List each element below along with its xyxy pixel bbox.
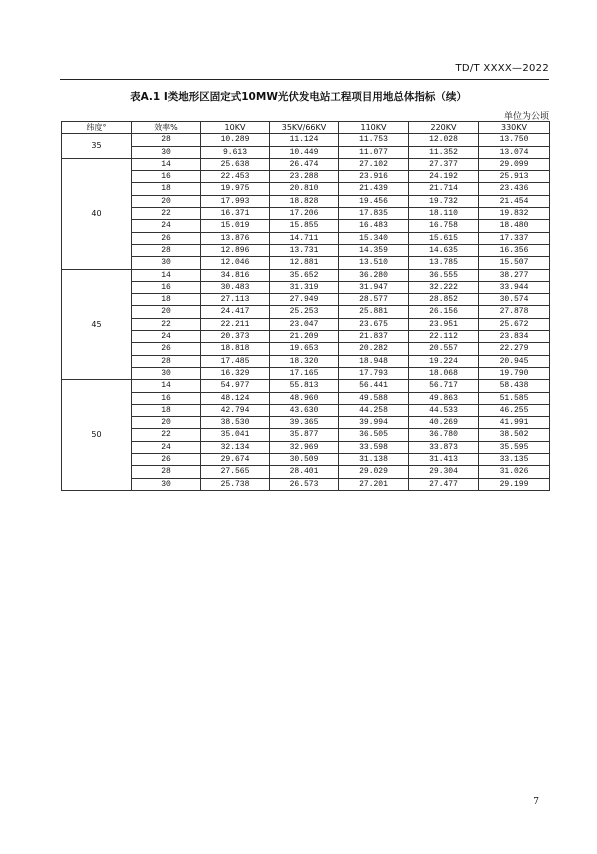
value-cell: 16.371: [201, 208, 270, 220]
table-row: [62, 318, 550, 330]
value-cell: 31.319: [270, 281, 339, 293]
value-cell: 26.573: [270, 478, 339, 490]
column-header-330kv: 330KV: [479, 122, 550, 134]
efficiency-cell: 26: [132, 343, 201, 355]
efficiency-cell: 26: [132, 454, 201, 466]
efficiency-cell: 14: [132, 158, 201, 170]
value-cell: 35.595: [479, 441, 550, 453]
value-cell: 30.574: [479, 294, 550, 306]
value-cell: 17.485: [201, 355, 270, 367]
table-header-row: [62, 122, 550, 134]
value-cell: 14.635: [409, 244, 479, 256]
value-cell: 29.674: [201, 454, 270, 466]
value-cell: 33.944: [479, 281, 550, 293]
value-cell: 25.881: [339, 306, 409, 318]
value-cell: 29.199: [479, 478, 550, 490]
efficiency-cell: 22: [132, 208, 201, 220]
value-cell: 19.653: [270, 343, 339, 355]
value-cell: 17.793: [339, 367, 409, 379]
value-cell: 27.201: [339, 478, 409, 490]
table-row: [62, 232, 550, 244]
column-header-35kv-66kv: 35KV/66KV: [270, 122, 339, 134]
value-cell: 20.810: [270, 183, 339, 195]
latitude-cell: 35: [62, 134, 132, 159]
value-cell: 11.077: [339, 146, 409, 158]
value-cell: 18.068: [409, 367, 479, 379]
value-cell: 21.837: [339, 331, 409, 343]
table-row: [62, 478, 550, 490]
efficiency-cell: 16: [132, 392, 201, 404]
value-cell: 19.790: [479, 367, 550, 379]
value-cell: 15.019: [201, 220, 270, 232]
value-cell: 17.206: [270, 208, 339, 220]
value-cell: 15.340: [339, 232, 409, 244]
value-cell: 27.949: [270, 294, 339, 306]
efficiency-cell: 20: [132, 306, 201, 318]
value-cell: 27.377: [409, 158, 479, 170]
value-cell: 18.818: [201, 343, 270, 355]
value-cell: 25.672: [479, 318, 550, 330]
value-cell: 18.480: [479, 220, 550, 232]
value-cell: 31.947: [339, 281, 409, 293]
value-cell: 22.112: [409, 331, 479, 343]
value-cell: 18.110: [409, 208, 479, 220]
value-cell: 11.124: [270, 134, 339, 146]
value-cell: 48.124: [201, 392, 270, 404]
latitude-cell: 50: [62, 380, 132, 491]
table-row: [62, 441, 550, 453]
value-cell: 16.758: [409, 220, 479, 232]
value-cell: 46.255: [479, 404, 550, 416]
efficiency-cell: 16: [132, 171, 201, 183]
value-cell: 32.222: [409, 281, 479, 293]
value-cell: 21.439: [339, 183, 409, 195]
value-cell: 38.502: [479, 429, 550, 441]
document-code: TD/T XXXX—2022: [455, 63, 549, 74]
value-cell: 14.711: [270, 232, 339, 244]
value-cell: 27.878: [479, 306, 550, 318]
value-cell: 24.192: [409, 171, 479, 183]
column-header-220kv: 220KV: [409, 122, 479, 134]
efficiency-cell: 30: [132, 367, 201, 379]
value-cell: 19.224: [409, 355, 479, 367]
table-row: [62, 208, 550, 220]
value-cell: 20.282: [339, 343, 409, 355]
value-cell: 25.253: [270, 306, 339, 318]
value-cell: 36.280: [339, 269, 409, 281]
column-header-110kv: 110KV: [339, 122, 409, 134]
column-header-latitude: 纬度°: [62, 122, 132, 134]
value-cell: 18.828: [270, 195, 339, 207]
table-row: [62, 220, 550, 232]
value-cell: 21.209: [270, 331, 339, 343]
value-cell: 11.352: [409, 146, 479, 158]
value-cell: 27.113: [201, 294, 270, 306]
table-row: [62, 404, 550, 416]
table-row: [62, 146, 550, 158]
table-row: [62, 454, 550, 466]
value-cell: 33.873: [409, 441, 479, 453]
value-cell: 35.041: [201, 429, 270, 441]
value-cell: 33.598: [339, 441, 409, 453]
value-cell: 58.438: [479, 380, 550, 392]
value-cell: 22.279: [479, 343, 550, 355]
value-cell: 27.102: [339, 158, 409, 170]
table-row: [62, 158, 550, 170]
efficiency-cell: 16: [132, 281, 201, 293]
value-cell: 56.717: [409, 380, 479, 392]
value-cell: 31.026: [479, 466, 550, 478]
land-use-index-table: [61, 121, 550, 491]
efficiency-cell: 18: [132, 404, 201, 416]
efficiency-cell: 24: [132, 441, 201, 453]
efficiency-cell: 28: [132, 244, 201, 256]
table-row: [62, 244, 550, 256]
table-row: [62, 171, 550, 183]
efficiency-cell: 24: [132, 331, 201, 343]
value-cell: 27.565: [201, 466, 270, 478]
table-row: [62, 257, 550, 269]
value-cell: 43.630: [270, 404, 339, 416]
value-cell: 17.165: [270, 367, 339, 379]
efficiency-cell: 14: [132, 380, 201, 392]
value-cell: 28.401: [270, 466, 339, 478]
efficiency-cell: 18: [132, 294, 201, 306]
value-cell: 51.585: [479, 392, 550, 404]
value-cell: 41.991: [479, 417, 550, 429]
table-row: [62, 195, 550, 207]
value-cell: 13.750: [479, 134, 550, 146]
table-row: [62, 392, 550, 404]
efficiency-cell: 30: [132, 146, 201, 158]
value-cell: 18.320: [270, 355, 339, 367]
value-cell: 19.456: [339, 195, 409, 207]
value-cell: 26.156: [409, 306, 479, 318]
value-cell: 36.780: [409, 429, 479, 441]
value-cell: 10.289: [201, 134, 270, 146]
value-cell: 35.877: [270, 429, 339, 441]
value-cell: 12.881: [270, 257, 339, 269]
value-cell: 25.638: [201, 158, 270, 170]
value-cell: 32.969: [270, 441, 339, 453]
table-row: [62, 466, 550, 478]
value-cell: 31.138: [339, 454, 409, 466]
efficiency-cell: 14: [132, 269, 201, 281]
value-cell: 19.732: [409, 195, 479, 207]
value-cell: 29.099: [479, 158, 550, 170]
value-cell: 30.483: [201, 281, 270, 293]
value-cell: 38.530: [201, 417, 270, 429]
value-cell: 22.211: [201, 318, 270, 330]
value-cell: 17.337: [479, 232, 550, 244]
value-cell: 35.652: [270, 269, 339, 281]
value-cell: 23.951: [409, 318, 479, 330]
value-cell: 56.441: [339, 380, 409, 392]
value-cell: 39.994: [339, 417, 409, 429]
latitude-cell: 45: [62, 269, 132, 380]
value-cell: 36.505: [339, 429, 409, 441]
value-cell: 30.509: [270, 454, 339, 466]
value-cell: 38.277: [479, 269, 550, 281]
table-row: [62, 306, 550, 318]
value-cell: 22.453: [201, 171, 270, 183]
value-cell: 29.304: [409, 466, 479, 478]
table-row: [62, 294, 550, 306]
table-row: [62, 269, 550, 281]
table-row: [62, 355, 550, 367]
table-row: [62, 183, 550, 195]
table-row: [62, 331, 550, 343]
value-cell: 25.738: [201, 478, 270, 490]
value-cell: 42.794: [201, 404, 270, 416]
value-cell: 16.356: [479, 244, 550, 256]
efficiency-cell: 18: [132, 183, 201, 195]
value-cell: 23.047: [270, 318, 339, 330]
value-cell: 12.896: [201, 244, 270, 256]
header-rule: [60, 79, 549, 80]
value-cell: 13.074: [479, 146, 550, 158]
value-cell: 40.269: [409, 417, 479, 429]
table-row: [62, 417, 550, 429]
value-cell: 12.028: [409, 134, 479, 146]
value-cell: 49.588: [339, 392, 409, 404]
table-body: [62, 134, 550, 491]
value-cell: 21.714: [409, 183, 479, 195]
value-cell: 28.852: [409, 294, 479, 306]
value-cell: 12.046: [201, 257, 270, 269]
efficiency-cell: 22: [132, 429, 201, 441]
table-title: 表A.1 Ⅰ类地形区固定式10MW光伏发电站工程项目用地总体指标（续）: [130, 91, 467, 103]
table-row: [62, 380, 550, 392]
value-cell: 14.359: [339, 244, 409, 256]
value-cell: 16.329: [201, 367, 270, 379]
efficiency-cell: 20: [132, 195, 201, 207]
table-row: [62, 134, 550, 146]
value-cell: 39.365: [270, 417, 339, 429]
value-cell: 29.029: [339, 466, 409, 478]
efficiency-cell: 30: [132, 478, 201, 490]
value-cell: 20.557: [409, 343, 479, 355]
value-cell: 25.913: [479, 171, 550, 183]
value-cell: 23.916: [339, 171, 409, 183]
value-cell: 21.454: [479, 195, 550, 207]
value-cell: 23.834: [479, 331, 550, 343]
table-row: [62, 367, 550, 379]
efficiency-cell: 30: [132, 257, 201, 269]
value-cell: 10.449: [270, 146, 339, 158]
value-cell: 27.477: [409, 478, 479, 490]
value-cell: 44.258: [339, 404, 409, 416]
value-cell: 13.785: [409, 257, 479, 269]
column-header-10kv: 10KV: [201, 122, 270, 134]
value-cell: 36.555: [409, 269, 479, 281]
value-cell: 28.577: [339, 294, 409, 306]
value-cell: 18.948: [339, 355, 409, 367]
value-cell: 19.832: [479, 208, 550, 220]
value-cell: 15.615: [409, 232, 479, 244]
page-number: 7: [533, 797, 539, 807]
value-cell: 54.977: [201, 380, 270, 392]
value-cell: 11.753: [339, 134, 409, 146]
value-cell: 44.533: [409, 404, 479, 416]
value-cell: 31.413: [409, 454, 479, 466]
value-cell: 26.474: [270, 158, 339, 170]
efficiency-cell: 28: [132, 134, 201, 146]
table-row: [62, 343, 550, 355]
efficiency-cell: 28: [132, 466, 201, 478]
value-cell: 32.134: [201, 441, 270, 453]
value-cell: 23.288: [270, 171, 339, 183]
value-cell: 19.975: [201, 183, 270, 195]
efficiency-cell: 20: [132, 417, 201, 429]
unit-note: 单位为公顷: [503, 112, 549, 122]
value-cell: 24.417: [201, 306, 270, 318]
value-cell: 49.863: [409, 392, 479, 404]
efficiency-cell: 22: [132, 318, 201, 330]
table-row: [62, 281, 550, 293]
value-cell: 48.960: [270, 392, 339, 404]
efficiency-cell: 26: [132, 232, 201, 244]
efficiency-cell: 24: [132, 220, 201, 232]
value-cell: 34.816: [201, 269, 270, 281]
table-row: [62, 429, 550, 441]
value-cell: 13.731: [270, 244, 339, 256]
value-cell: 16.483: [339, 220, 409, 232]
value-cell: 20.373: [201, 331, 270, 343]
efficiency-cell: 28: [132, 355, 201, 367]
value-cell: 15.507: [479, 257, 550, 269]
value-cell: 13.876: [201, 232, 270, 244]
column-header-efficiency: 效率%: [132, 122, 201, 134]
value-cell: 15.855: [270, 220, 339, 232]
value-cell: 17.993: [201, 195, 270, 207]
value-cell: 23.675: [339, 318, 409, 330]
value-cell: 9.613: [201, 146, 270, 158]
latitude-cell: 40: [62, 158, 132, 269]
value-cell: 17.835: [339, 208, 409, 220]
value-cell: 55.813: [270, 380, 339, 392]
value-cell: 13.510: [339, 257, 409, 269]
value-cell: 33.135: [479, 454, 550, 466]
value-cell: 23.436: [479, 183, 550, 195]
value-cell: 20.945: [479, 355, 550, 367]
